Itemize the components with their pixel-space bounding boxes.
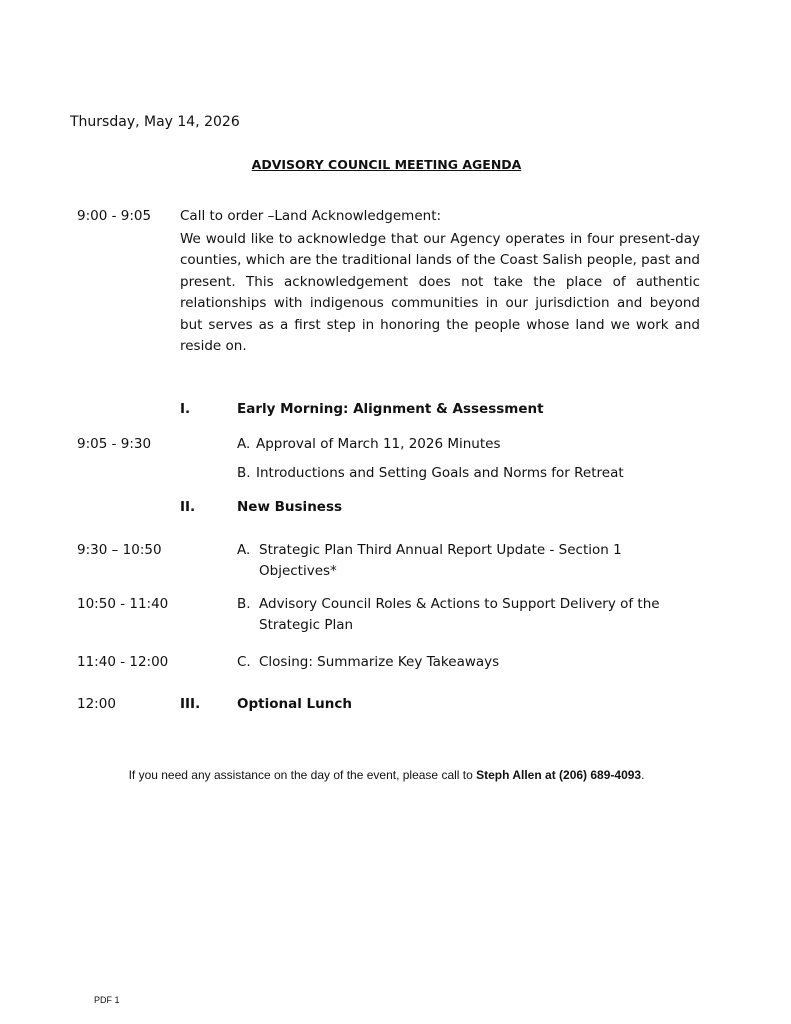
item-1b-letter: B. bbox=[237, 465, 251, 481]
assistance-text: If you need any assistance on the day of the event, please call to bbox=[128, 768, 477, 782]
item-2a-text-line2: Objectives* bbox=[259, 563, 337, 579]
call-to-order-heading: Call to order –Land Acknowledgement: bbox=[180, 208, 442, 224]
item-2a-text-line1: Strategic Plan Third Annual Report Update - Section 1 bbox=[259, 542, 622, 558]
item-2b-letter: B. bbox=[237, 596, 251, 612]
item-2a-letter: A. bbox=[237, 542, 251, 558]
assistance-note bbox=[0, 768, 773, 782]
section-1-numeral: I. bbox=[180, 401, 191, 417]
item-1b-text: Introductions and Setting Goals and Norms for Retreat bbox=[256, 465, 624, 481]
item-2c-time: 11:40 - 12:00 bbox=[77, 654, 169, 670]
assistance-end: . bbox=[641, 768, 645, 782]
meeting-date: Thursday, May 14, 2026 bbox=[70, 114, 240, 130]
item-2b-text-line1: Advisory Council Roles & Actions to Support Delivery of the bbox=[259, 596, 660, 612]
land-acknowledgement-text: We would like to acknowledge that our Agency operates in four present-day counties, which are the traditional lands of the Coast Salish people, past and present. This acknowledgement does not take the place of authentic relationships with indigenous communities in our jurisdiction and beyond but serves as a first step in honoring the people whose land we work and reside on. bbox=[180, 231, 700, 355]
item-1a-text: Approval of March 11, 2026 Minutes bbox=[256, 436, 501, 452]
item-1b bbox=[237, 465, 624, 481]
item-2b-text-line2: Strategic Plan bbox=[259, 617, 354, 633]
item-2b bbox=[237, 594, 707, 636]
item-1a-time: 9:05 - 9:30 bbox=[77, 436, 152, 452]
item-1a-letter: A. bbox=[237, 436, 251, 452]
section-1-title: Early Morning: Alignment & Assessment bbox=[237, 401, 544, 417]
item-2c bbox=[237, 652, 707, 673]
page-label: PDF 1 bbox=[94, 995, 120, 1005]
item-2c-letter: C. bbox=[237, 654, 251, 670]
section-2-numeral: II. bbox=[180, 499, 196, 515]
item-1a bbox=[237, 436, 501, 452]
item-2c-text: Closing: Summarize Key Takeaways bbox=[259, 654, 500, 670]
agenda-title: ADVISORY COUNCIL MEETING AGENDA bbox=[251, 157, 522, 172]
section-3-title: Optional Lunch bbox=[237, 696, 352, 712]
item-2a-time: 9:30 – 10:50 bbox=[77, 542, 162, 558]
section-3-numeral: III. bbox=[180, 696, 201, 712]
call-to-order-time: 9:00 - 9:05 bbox=[77, 208, 152, 224]
assistance-contact: Steph Allen at (206) 689-4093 bbox=[476, 768, 642, 782]
item-2a bbox=[237, 540, 707, 582]
section-3-time: 12:00 bbox=[77, 696, 116, 712]
section-2-title: New Business bbox=[237, 499, 343, 515]
item-2b-time: 10:50 - 11:40 bbox=[77, 596, 169, 612]
